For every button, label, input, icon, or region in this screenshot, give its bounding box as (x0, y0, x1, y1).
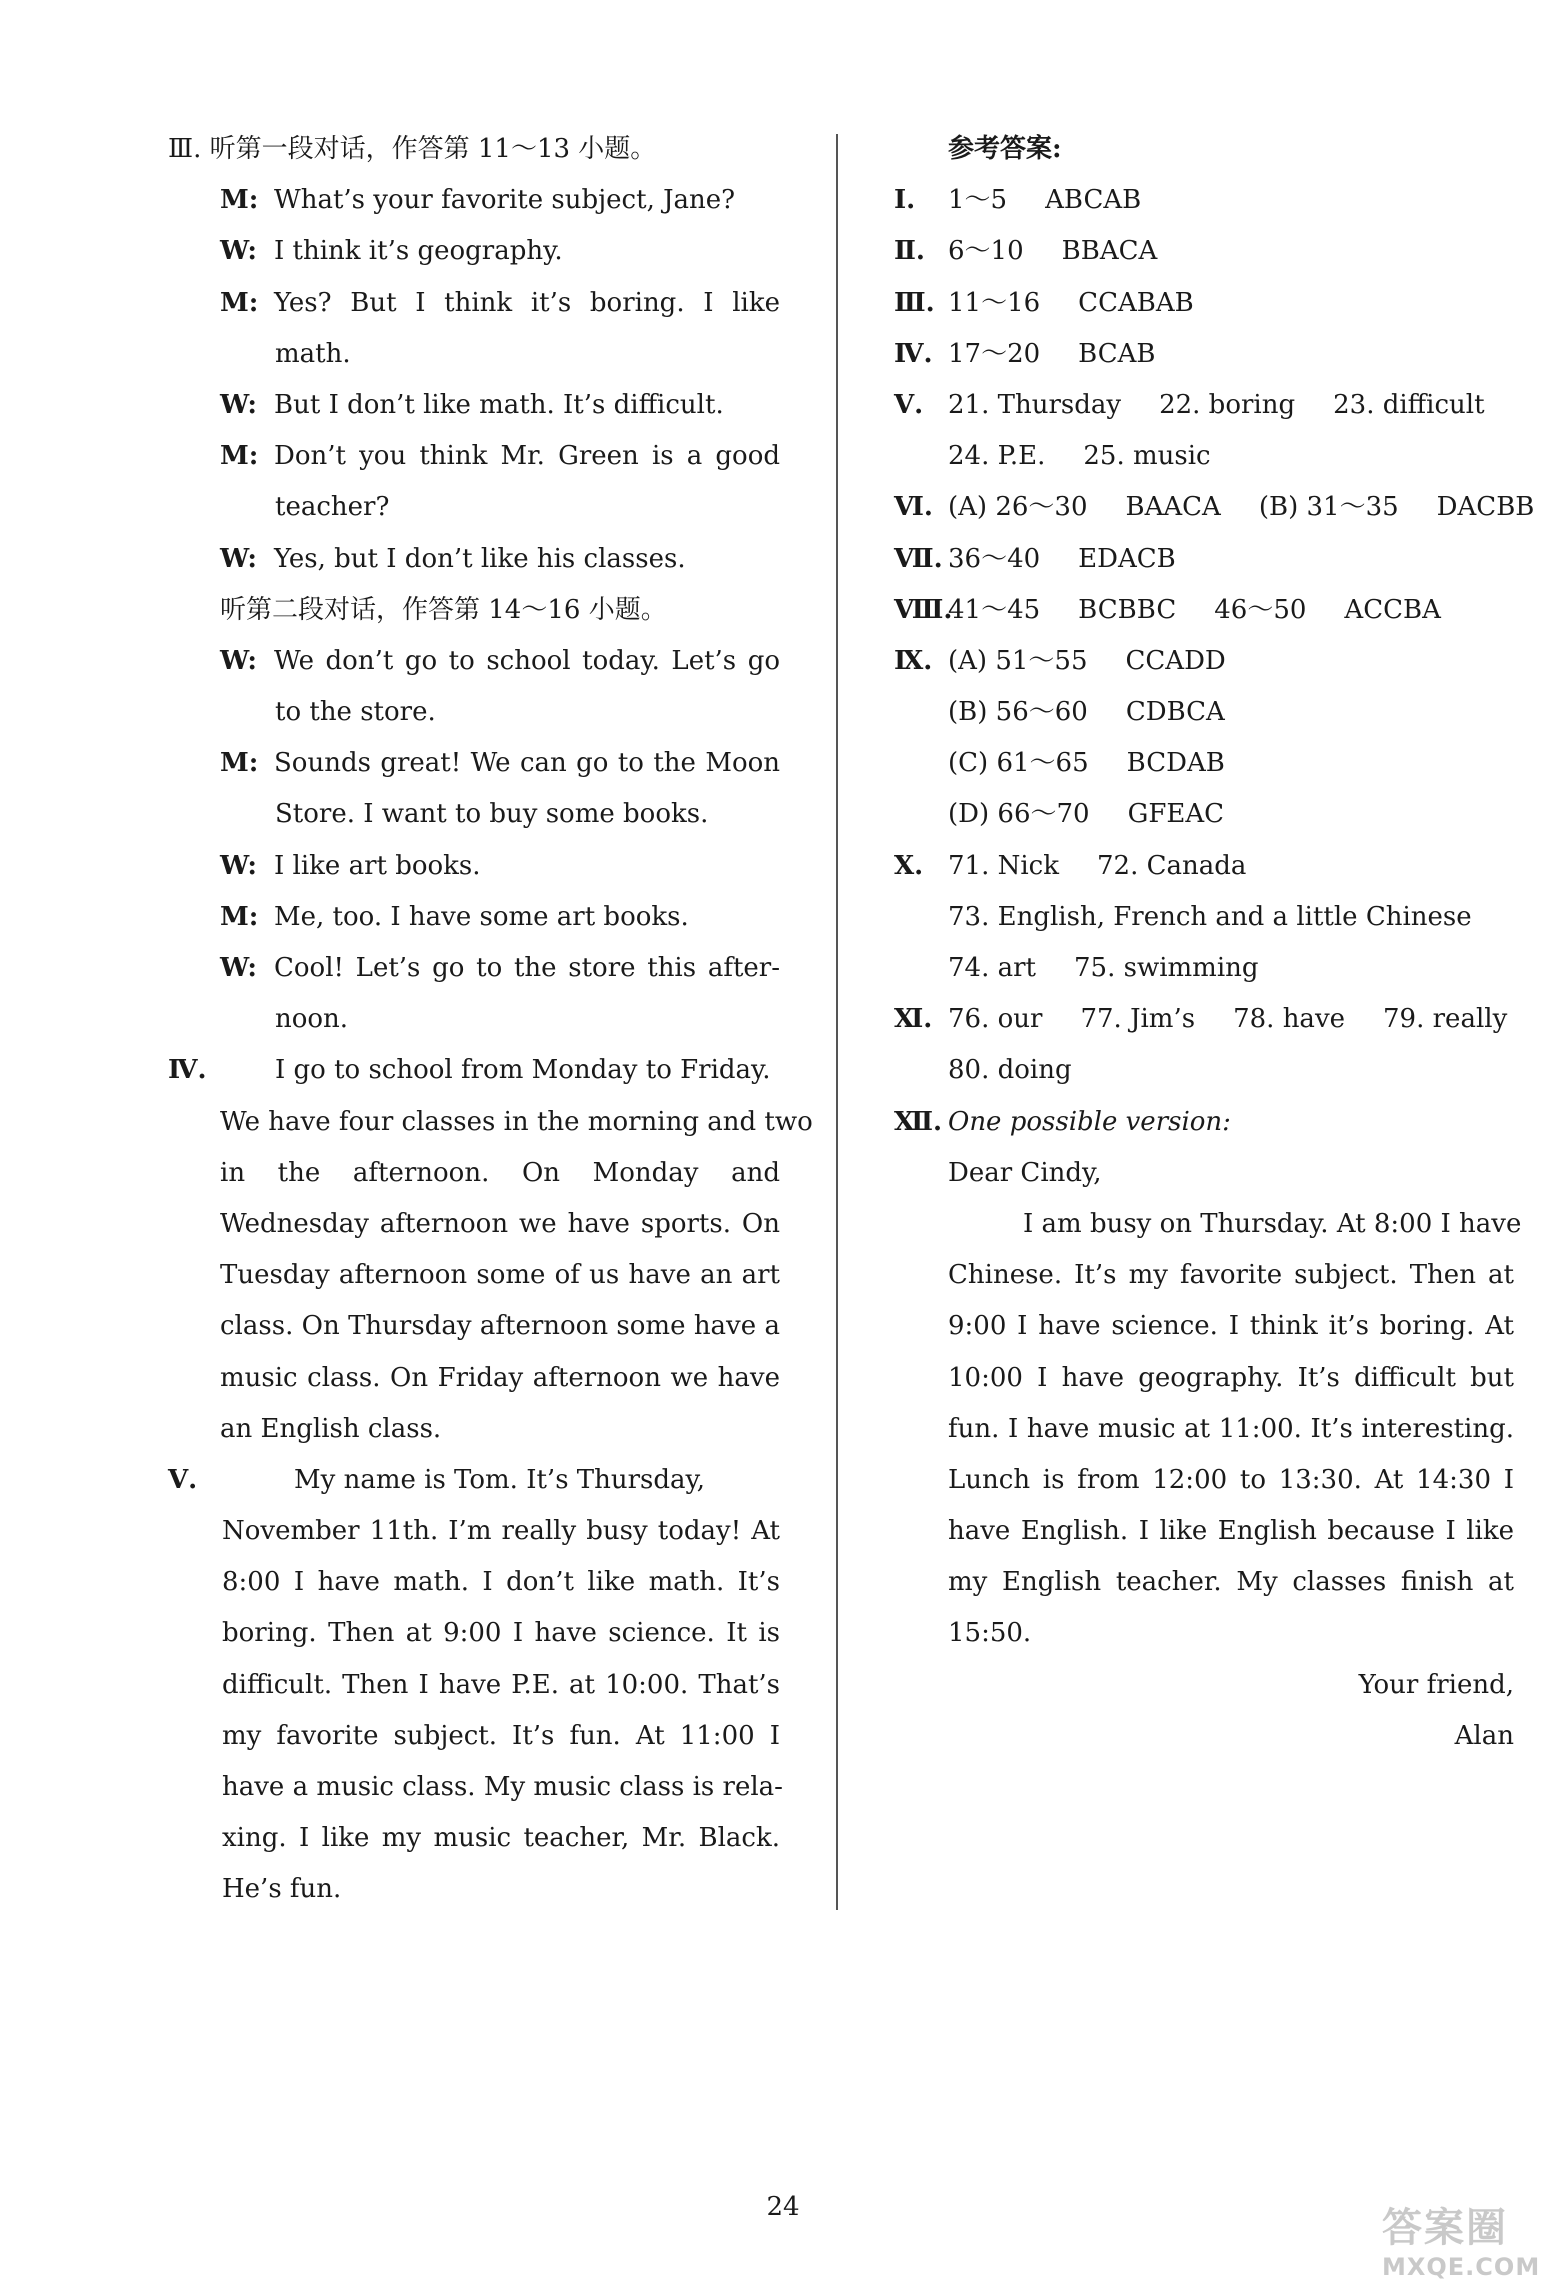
letter-line: I am busy on Thursday. At 8:00 I have (1023, 1208, 1522, 1239)
answer-row: Ⅴ. 21. Thursday 22. boring 23. difficult (894, 389, 1485, 420)
answer-row: Ⅷ.41～45 BCBBC 46～50 ACCBA (894, 594, 1441, 625)
dialogue-line: W: We don’t go to school today. Let’s go (220, 645, 780, 676)
dialogue-line: noon. (275, 1004, 349, 1035)
answer-row: (B) 56～60 CDBCA (948, 697, 1225, 728)
answer-row: 74. art 75. swimming (948, 953, 1259, 983)
letter-line: have English. I like English because I like (948, 1516, 1514, 1547)
section-4-numeral: Ⅳ. (168, 1055, 207, 1086)
section-5-first-line: Ⅴ. My name is Tom. It’s Thursday, (168, 1455, 780, 1506)
answer-row: Ⅵ. (A) 26～30 BAACA (B) 31～35 DACBB (894, 492, 1535, 523)
section-3-header-2: 听第二段对话，作答第 14～16 小题。 (220, 594, 667, 625)
passage-line: 8:00 I have math. I don’t like math. It’s (222, 1567, 780, 1598)
watermark-logo: 答案圈 (1382, 2205, 1508, 2251)
column-divider (836, 134, 838, 1910)
dialogue-line: M: Me, too. I have some art books. (220, 901, 689, 932)
dialogue-line: W: Yes, but I don’t like his classes. (220, 543, 686, 574)
answer-row: Ⅹ. 71. Nick 72. Canada (894, 850, 1247, 881)
passage-line: He’s fun. (222, 1874, 342, 1905)
answer-row: Ⅰ. 1～5 ABCAB (894, 185, 1142, 216)
answer-row: (D) 66～70 GFEAC (948, 799, 1225, 830)
passage-line: xing. I like my music teacher, Mr. Black. (222, 1823, 780, 1854)
dialogue-line: W: I like art books. (220, 850, 481, 881)
answer-key-column (894, 124, 1535, 1762)
passage-line: class. On Thursday afternoon some have a (220, 1311, 780, 1342)
passage-line: music class. On Friday afternoon we have (220, 1362, 780, 1393)
dialogue-line: M: Sounds great! We can go to the Moon (220, 748, 780, 779)
dialogue-line: M: Yes? But I think it’s boring. I like (220, 287, 780, 318)
answer-row: Ⅲ. 11～16 CCABAB (894, 287, 1194, 318)
letter-line: Lunch is from 12:00 to 13:30. At 14:30 I (948, 1464, 1514, 1495)
section-4-first-line: Ⅳ. I go to school from Monday to Friday. (168, 1045, 780, 1096)
letter-line: fun. I have music at 11:00. It’s interesting. (948, 1413, 1514, 1444)
page-number: 24 (766, 2192, 800, 2222)
watermark (1382, 2196, 1540, 2281)
answer-row: Ⅱ. 6～10 BBACA (894, 236, 1158, 267)
writing-version-line: Ⅻ. One possible version: (894, 1106, 1231, 1137)
letter-line: 15:50. (948, 1618, 1032, 1649)
answer-row: (C) 61～65 BCDAB (948, 748, 1225, 779)
passage-line: in the afternoon. On Monday and (220, 1157, 780, 1188)
letter-closing: Your friend, (1358, 1669, 1514, 1700)
passage-line: my favorite subject. It’s fun. At 11:00 I (222, 1720, 780, 1751)
passage-line: difficult. Then I have P.E. at 10:00. That’s (222, 1669, 780, 1700)
left-column (168, 124, 813, 1916)
answer-row: Ⅸ. (A) 51～55 CCADD (894, 645, 1226, 676)
dialogue-line: M: What’s your favorite subject, Jane? (220, 185, 736, 216)
answer-row: 73. English, French and a little Chinese (948, 901, 1472, 932)
section-5-numeral: Ⅴ. (168, 1464, 198, 1495)
dialogue-line: teacher? (275, 492, 390, 523)
letter-line: my English teacher. My classes finish at (948, 1567, 1514, 1598)
watermark-url: MXQE.COM (1382, 2253, 1541, 2281)
letter-line: Chinese. It’s my favorite subject. Then at (948, 1260, 1514, 1291)
answer-key-title: 参考答案: (948, 134, 1062, 164)
answer-row: Ⅳ. 17～20 BCAB (894, 338, 1156, 369)
dialogue-line: math. (275, 338, 351, 369)
answer-row: 24. P.E. 25. music (948, 441, 1211, 472)
passage-line: We have four classes in the morning and two (220, 1106, 813, 1137)
dialogue-line: W: But I don’t like math. It’s difficult. (220, 389, 724, 420)
section-3-header: Ⅲ. 听第一段对话，作答第 11～13 小题。 (168, 134, 657, 164)
answer-row: Ⅺ. 76. our 77. Jim’s 78. have 79. really (894, 1004, 1508, 1035)
passage-line: have a music class. My music class is rela- (222, 1772, 783, 1802)
passage-line: Wednesday afternoon we have sports. On (220, 1208, 780, 1239)
dialogue-line: W: Cool! Let’s go to the store this after- (220, 953, 780, 983)
dialogue-line: Store. I want to buy some books. (275, 799, 709, 830)
dialogue-line: M: Don’t you think Mr. Green is a good (220, 441, 780, 472)
passage-line: November 11th. I’m really busy today! At (222, 1516, 780, 1547)
letter-salutation: Dear Cindy, (948, 1157, 1102, 1188)
answer-row: 80. doing (948, 1055, 1072, 1086)
passage-line: Tuesday afternoon some of us have an art (220, 1260, 780, 1291)
answer-row: Ⅶ. 36～40 EDACB (894, 543, 1176, 574)
letter-line: 10:00 I have geography. It’s difficult but (948, 1362, 1514, 1393)
dialogue-line: to the store. (275, 697, 436, 728)
letter-signature: Alan (1454, 1720, 1514, 1751)
passage-line: boring. Then at 9:00 I have science. It is (222, 1618, 780, 1649)
passage-line: an English class. (220, 1413, 442, 1444)
letter-line: 9:00 I have science. I think it’s boring. At (948, 1311, 1514, 1342)
dialogue-line: W: I think it’s geography. (220, 236, 563, 267)
